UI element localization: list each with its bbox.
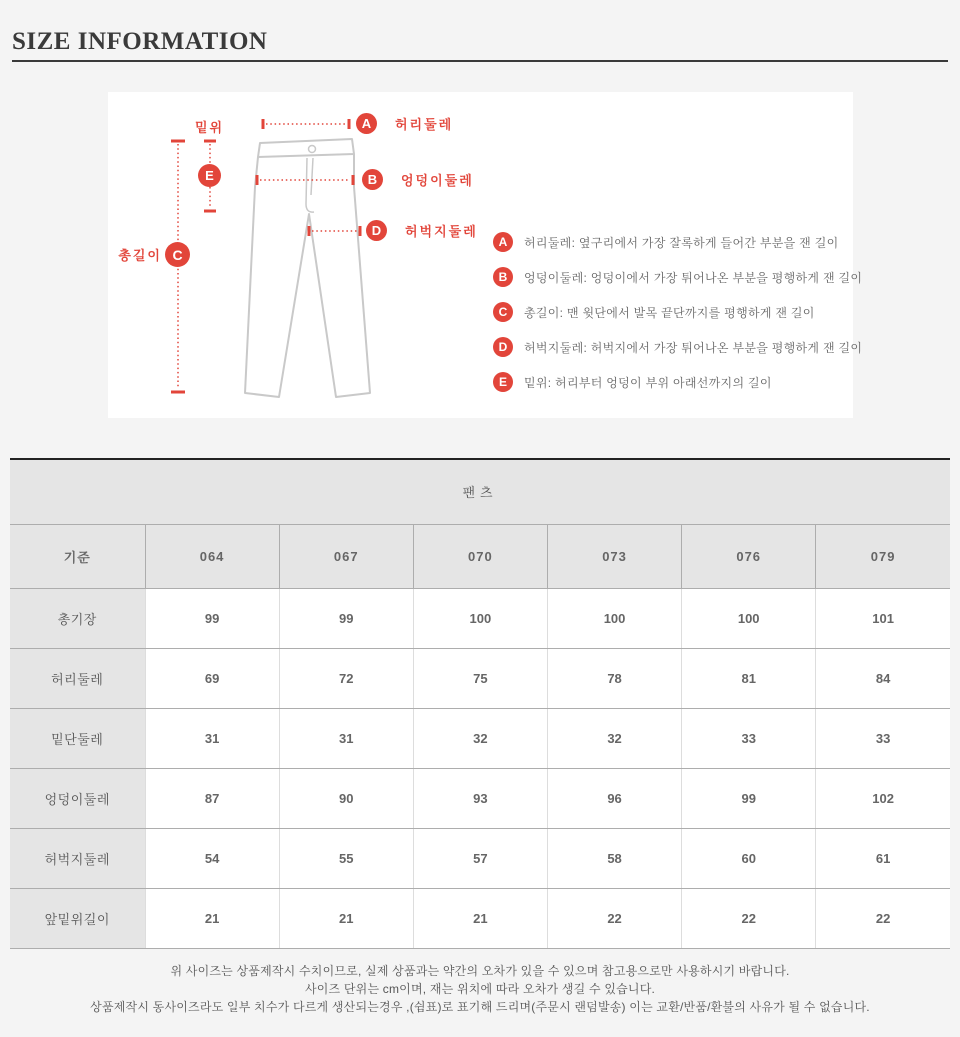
- cell-value: 58: [547, 828, 681, 888]
- row-label: 허리둘레: [10, 648, 145, 708]
- table-row: [10, 768, 950, 828]
- legend-hip-text: 엉덩이둘레: 엉덩이에서 가장 튀어나온 부분을 평행하게 잰 길이: [524, 270, 863, 285]
- rise-badge: E: [198, 164, 221, 187]
- footer-note-line: 상품제작시 동사이즈라도 일부 치수가 다르게 생산되는경우 ,(쉼표)로 표기해 드리며(주문시 랜덤발송) 이는 교환/반품/환불의 사유가 될 수 없습니다.: [90, 1000, 870, 1014]
- footer-note-line: 사이즈 단위는 cm이며, 재는 위치에 따라 오차가 생길 수 있습니다.: [304, 982, 656, 996]
- column-header-073: 073: [547, 524, 681, 588]
- legend-rise-badge: E: [493, 372, 513, 392]
- legend-hip-badge: B: [493, 267, 513, 287]
- cell-value: 22: [682, 888, 816, 948]
- legend-total-length-text: 총길이: 맨 윗단에서 발목 끝단까지를 평행하게 잰 길이: [524, 305, 815, 320]
- cell-value: 84: [816, 648, 950, 708]
- legend-item-total-length: [493, 302, 862, 322]
- pants-outline: [245, 139, 370, 397]
- cell-value: 100: [413, 588, 547, 648]
- cell-value: 90: [279, 768, 413, 828]
- table-row: [10, 708, 950, 768]
- waist-badge: A: [356, 113, 377, 134]
- cell-value: 75: [413, 648, 547, 708]
- column-header-064: 064: [145, 524, 279, 588]
- cell-value: 81: [682, 648, 816, 708]
- table-row: [10, 828, 950, 888]
- legend-waist-text: 허리둘레: 옆구리에서 가장 잘록하게 들어간 부분을 잰 길이: [524, 235, 839, 250]
- total-length-label: 총길이: [118, 248, 162, 263]
- cell-value: 32: [547, 708, 681, 768]
- cell-value: 31: [279, 708, 413, 768]
- cell-value: 87: [145, 768, 279, 828]
- cell-value: 22: [816, 888, 950, 948]
- rise-label: 밑위: [195, 120, 225, 135]
- table-row: [10, 588, 950, 648]
- cell-value: 55: [279, 828, 413, 888]
- cell-value: 61: [816, 828, 950, 888]
- cell-value: 96: [547, 768, 681, 828]
- cell-value: 33: [682, 708, 816, 768]
- cell-value: 22: [547, 888, 681, 948]
- legend-rise-text: 밑위: 허리부터 엉덩이 부위 아래선까지의 길이: [524, 375, 772, 390]
- cell-value: 100: [547, 588, 681, 648]
- cell-value: 100: [682, 588, 816, 648]
- thigh-badge: D: [366, 220, 387, 241]
- cell-value: 99: [279, 588, 413, 648]
- row-label: 엉덩이둘레: [10, 768, 145, 828]
- waist-label: 허리둘레: [395, 117, 454, 132]
- legend-item-hip: [493, 267, 862, 287]
- cell-value: 21: [145, 888, 279, 948]
- table-row: [10, 888, 950, 948]
- table-group-header-row: [10, 459, 950, 524]
- title-divider: [12, 60, 948, 62]
- legend-total-length-badge: C: [493, 302, 513, 322]
- row-label: 총기장: [10, 588, 145, 648]
- cell-value: 57: [413, 828, 547, 888]
- cell-value: 99: [145, 588, 279, 648]
- hip-label: 엉덩이둘레: [401, 173, 474, 188]
- cell-value: 21: [413, 888, 547, 948]
- cell-value: 31: [145, 708, 279, 768]
- size-table: [10, 458, 950, 949]
- cell-value: 33: [816, 708, 950, 768]
- total-length-badge: C: [165, 242, 190, 267]
- measurement-legend: [493, 232, 862, 392]
- table-column-header-row: [10, 524, 950, 588]
- row-label: 앞밑위길이: [10, 888, 145, 948]
- column-header-base: 기준: [10, 524, 145, 588]
- legend-thigh-badge: D: [493, 337, 513, 357]
- column-header-079: 079: [816, 524, 950, 588]
- cell-value: 69: [145, 648, 279, 708]
- legend-item-rise: [493, 372, 862, 392]
- cell-value: 21: [279, 888, 413, 948]
- cell-value: 60: [682, 828, 816, 888]
- column-header-067: 067: [279, 524, 413, 588]
- column-header-070: 070: [413, 524, 547, 588]
- size-diagram-panel: [108, 92, 863, 418]
- table-group-header: 팬츠: [10, 459, 950, 524]
- legend-waist-badge: A: [493, 232, 513, 252]
- cell-value: 93: [413, 768, 547, 828]
- cell-value: 54: [145, 828, 279, 888]
- thigh-label: 허벅지둘레: [405, 224, 478, 239]
- cell-value: 102: [816, 768, 950, 828]
- measurement-lines: [171, 119, 360, 392]
- cell-value: 78: [547, 648, 681, 708]
- column-header-076: 076: [682, 524, 816, 588]
- cell-value: 32: [413, 708, 547, 768]
- hip-badge: B: [362, 169, 383, 190]
- row-label: 밑단둘레: [10, 708, 145, 768]
- legend-item-waist: [493, 232, 862, 252]
- cell-value: 99: [682, 768, 816, 828]
- cell-value: 72: [279, 648, 413, 708]
- footer-notes: [0, 962, 960, 1016]
- row-label: 허벅지둘레: [10, 828, 145, 888]
- page-title: SIZE INFORMATION: [12, 28, 268, 55]
- legend-thigh-text: 허벅지둘레: 허벅지에서 가장 튀어나온 부분을 평행하게 잰 길이: [524, 340, 863, 355]
- legend-item-thigh: [493, 337, 862, 357]
- table-row: [10, 648, 950, 708]
- cell-value: 101: [816, 588, 950, 648]
- footer-note-line: 위 사이즈는 상품제작시 수치이므로, 실제 상품과는 약간의 오차가 있을 수 있으며 참고용으로만 사용하시기 바랍니다.: [170, 964, 790, 978]
